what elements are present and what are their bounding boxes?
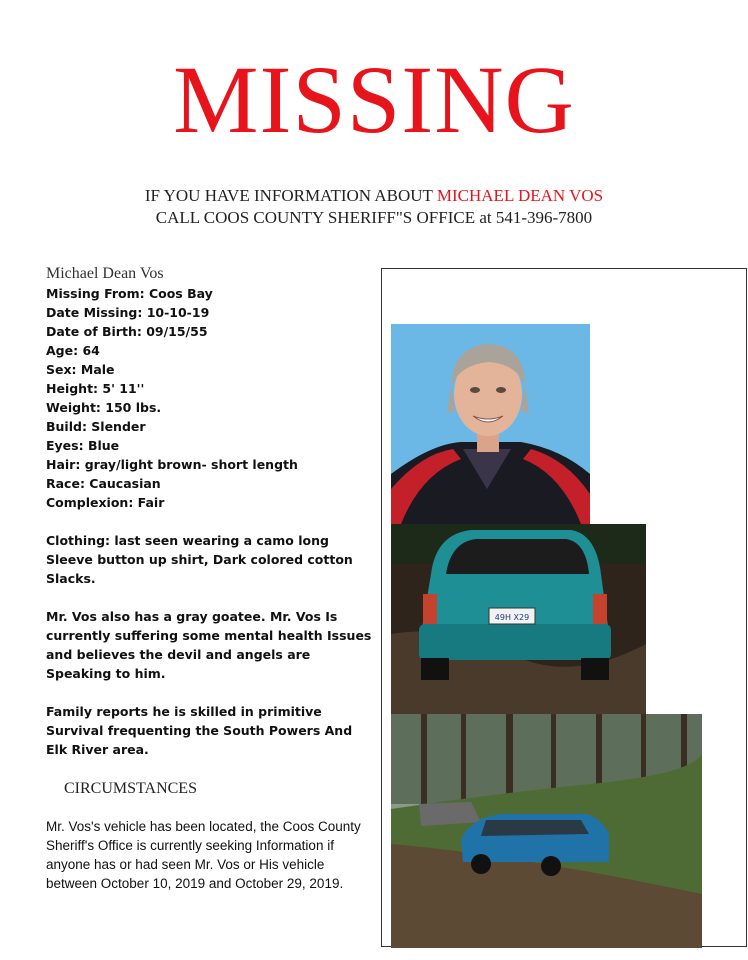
health-paragraph: Mr. Vos also has a gray goatee. Mr. Vos Is currently suffering some mental health Issues and believes the devil and angels are Speaking to him. xyxy=(46,609,372,681)
contact-info xyxy=(0,185,748,229)
circumstances-paragraph: Mr. Vos's vehicle has been located, the Coos County Sheriff's Office is currently seeking Information if anyone has or had seen Mr. Vos or His vehicle between October 10, 2019 and October 29, 2019. xyxy=(46,819,361,891)
fact-date-missing: Date Missing: 10-10-19 xyxy=(46,305,210,320)
fact-age: Age: 64 xyxy=(46,343,100,358)
family-paragraph: Family reports he is skilled in primitive Survival frequenting the South Powers And Elk River area. xyxy=(46,704,353,757)
details-column xyxy=(46,264,376,893)
fact-height: Height: 5' 11'' xyxy=(46,381,145,396)
vehicle-forest-photo xyxy=(391,714,702,948)
clothing-paragraph: Clothing: last seen wearing a camo long Sleeve button up shirt, Dark colored cotton Slacks. xyxy=(46,533,353,586)
vehicle-rear-photo xyxy=(391,524,646,714)
poster-title: MISSING xyxy=(173,46,575,153)
fact-date-of-birth: Date of Birth: 09/15/55 xyxy=(46,324,208,339)
contact-prefix: IF YOU HAVE INFORMATION ABOUT xyxy=(144,186,437,205)
fact-hair: Hair: gray/light brown- short length xyxy=(46,457,298,472)
fact-race: Race: Caucasian xyxy=(46,476,161,491)
fact-missing-from: Missing From: Coos Bay xyxy=(46,286,213,301)
license-plate: 49H X29 xyxy=(494,613,530,622)
missing-person-name: MICHAEL DEAN VOS xyxy=(436,186,604,205)
person-name: Michael Dean Vos xyxy=(46,265,164,282)
circumstances-heading: CIRCUMSTANCES xyxy=(64,780,197,797)
fact-sex: Sex: Male xyxy=(46,362,115,377)
fact-eyes: Eyes: Blue xyxy=(46,438,120,453)
portrait-photo xyxy=(391,324,590,524)
contact-line-1 xyxy=(0,185,748,207)
fact-build: Build: Slender xyxy=(46,419,146,434)
fact-complexion: Complexion: Fair xyxy=(46,495,165,510)
contact-line-2: CALL COOS COUNTY SHERIFF"S OFFICE at 541-396-7800 xyxy=(155,208,593,227)
fact-weight: Weight: 150 lbs. xyxy=(46,400,162,415)
facts-list xyxy=(46,284,376,512)
